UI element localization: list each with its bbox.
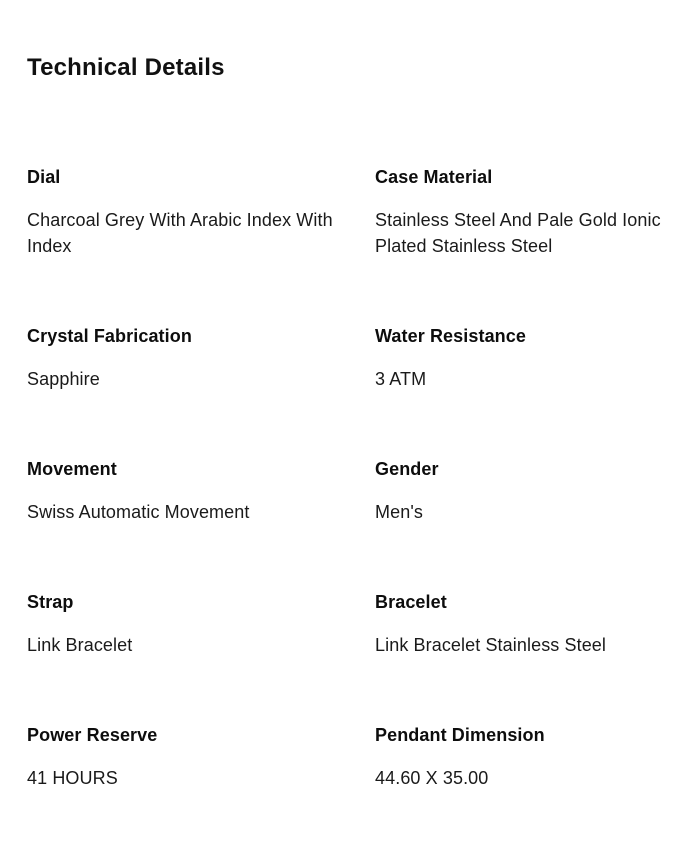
spec-label: Case Material xyxy=(375,167,493,187)
spec-value: Charcoal Grey With Arabic Index With Index xyxy=(27,210,333,256)
spec-label: Bracelet xyxy=(375,592,447,612)
spec-value: 3 ATM xyxy=(375,369,427,389)
specs-grid xyxy=(27,166,680,791)
spec-label: Water Resistance xyxy=(375,326,526,346)
spec-value: Link Bracelet Stainless Steel xyxy=(375,635,607,655)
spec-item-power-reserve xyxy=(27,724,375,791)
spec-item-crystal-fabrication xyxy=(27,325,375,392)
spec-label: Movement xyxy=(27,459,117,479)
spec-value: Stainless Steel And Pale Gold Ionic Plated Stainless Steel xyxy=(375,210,661,256)
spec-value: Men's xyxy=(375,502,423,522)
spec-item-case-material xyxy=(375,166,680,259)
spec-value: Sapphire xyxy=(27,369,100,389)
spec-item-bracelet xyxy=(375,591,680,658)
spec-value: 44.60 X 35.00 xyxy=(375,768,489,788)
spec-value: 41 HOURS xyxy=(27,768,118,788)
section-title: Technical Details xyxy=(27,54,225,81)
spec-value: Link Bracelet xyxy=(27,635,133,655)
spec-item-movement xyxy=(27,458,375,525)
spec-value: Swiss Automatic Movement xyxy=(27,502,250,522)
spec-label: Gender xyxy=(375,459,439,479)
spec-item-gender xyxy=(375,458,680,525)
spec-label: Power Reserve xyxy=(27,725,158,745)
spec-item-dial xyxy=(27,166,375,259)
spec-label: Crystal Fabrication xyxy=(27,326,192,346)
spec-label: Dial xyxy=(27,167,61,187)
spec-item-strap xyxy=(27,591,375,658)
spec-label: Strap xyxy=(27,592,74,612)
spec-label: Pendant Dimension xyxy=(375,725,545,745)
spec-item-water-resistance xyxy=(375,325,680,392)
spec-item-pendant-dimension xyxy=(375,724,680,791)
